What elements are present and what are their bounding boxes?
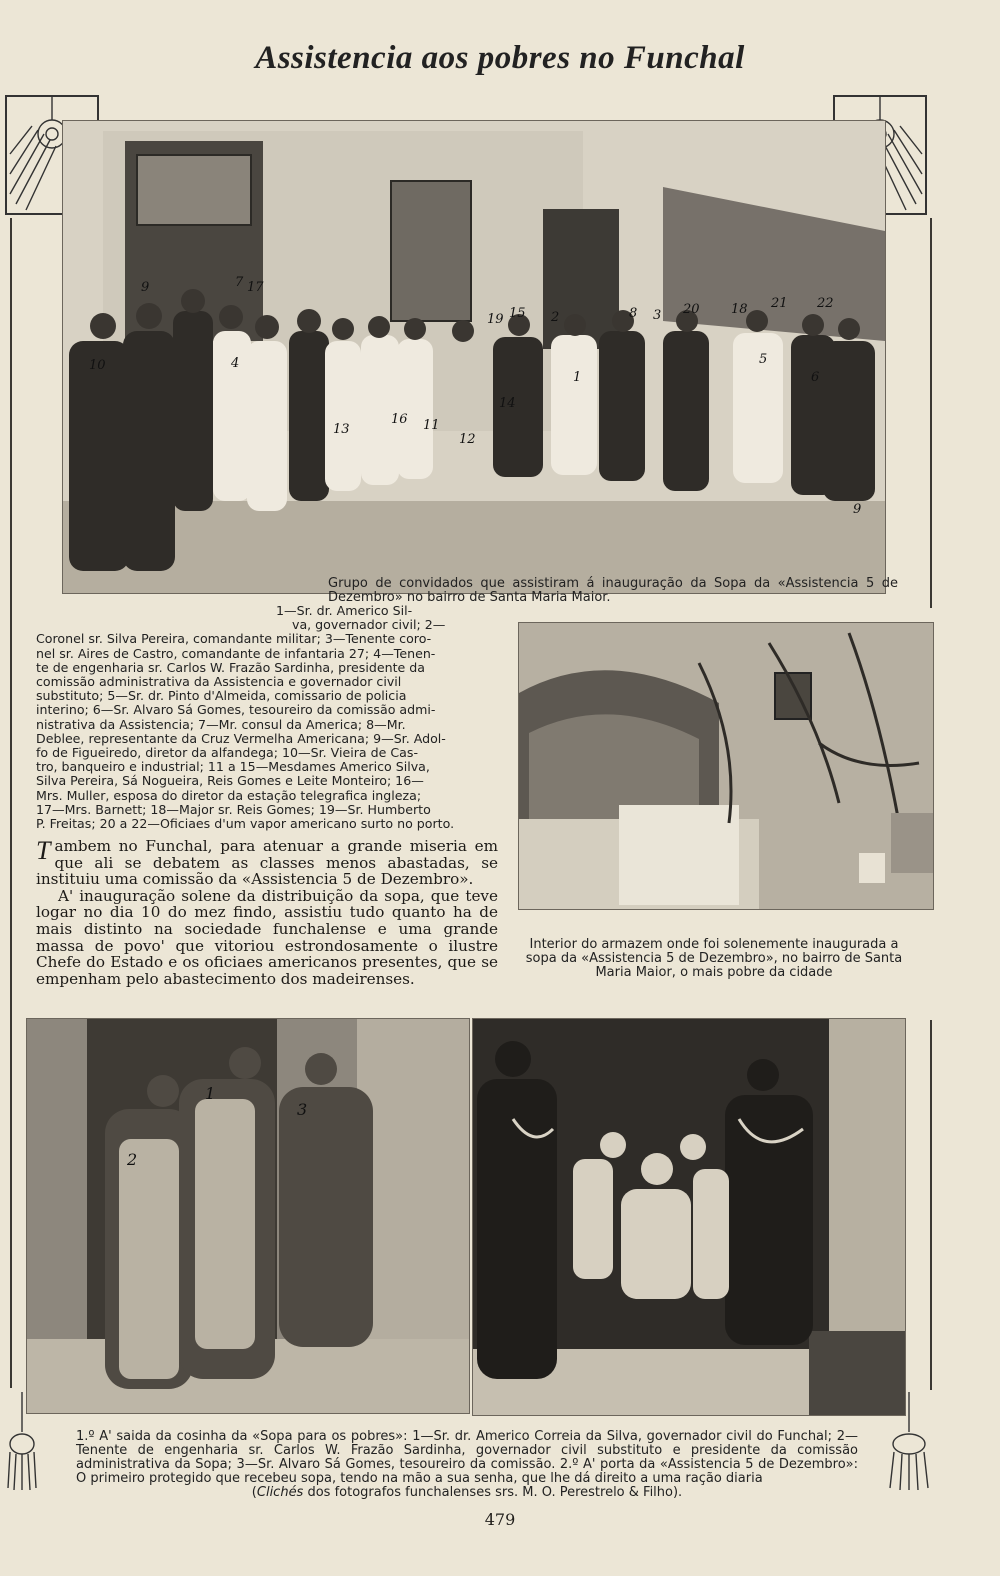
person-number-label: 4 bbox=[231, 356, 240, 371]
photo-group-scene bbox=[63, 121, 885, 593]
bottom-caption-text bbox=[76, 1430, 858, 1486]
photo-door-scene bbox=[473, 1019, 905, 1415]
right-border-line-top bbox=[930, 218, 932, 608]
photo-warehouse-interior bbox=[518, 622, 934, 910]
legend-line-15: 17—Mrs. Barnett; 18—Major sr. Reis Gomes; 19—Sr. Humberto bbox=[36, 801, 431, 817]
person-number-label: 22 bbox=[817, 296, 834, 311]
paragraph-1 bbox=[36, 838, 498, 888]
person-number-label: 21 bbox=[771, 296, 788, 311]
legend-line-11: fo de Figueiredo, diretor da alfandega; 10—Sr. Vieira de Cas- bbox=[36, 745, 419, 761]
person-number-label: 5 bbox=[759, 352, 768, 367]
bottom-caption bbox=[76, 1430, 858, 1500]
person-number-label: 2 bbox=[127, 1150, 138, 1169]
photo-credit: (Clichés dos fotografos funchalenses srs. M. O. Perestrelo & Filho). bbox=[251, 1485, 683, 1500]
legend-line-8: interino; 6—Sr. Alvaro Sá Gomes, tesoureiro da comissão admi- bbox=[36, 702, 436, 718]
bottom-caption-main: 1.º A' saida da cosinha da «Sopa para os pobres»: 1—Sr. dr. Americo Correia da Silva, governador civil do Funchal; 2—Tenente de engenharia sr. Carlos W. Frazão Sardinha, governador civil substituto e presidente da comissão administrativa da Sopa; 3—Sr. Alvaro Sá Gomes, tesoureiro da comissão. 2.º A' porta da «Assistencia 5 de Dezembro»: O primeiro protegido que recebeu sopa, tendo na mão a sua senha, que lhe dá direito a uma ração diaria bbox=[76, 1429, 858, 1486]
legend-line-10: Deblee, representante da Cruz Vermelha Americana; 9—Sr. Adol- bbox=[36, 730, 446, 746]
person-number-label: 3 bbox=[297, 1100, 308, 1119]
person-number-label: 8 bbox=[629, 306, 638, 321]
person-number-label: 18 bbox=[731, 302, 748, 317]
credit-italic: Clichés bbox=[256, 1485, 304, 1500]
article-body bbox=[36, 838, 498, 987]
person-number-label: 7 bbox=[235, 275, 244, 290]
person-number-label: 15 bbox=[509, 306, 526, 321]
person-number-label: 20 bbox=[683, 302, 700, 317]
legend-line-4: nel sr. Aires de Castro, comandante de infantaria 27; 4—Tenen- bbox=[36, 645, 436, 661]
legend-line-5: te de engenharia sr. Carlos W. Frazão Sardinha, presidente da bbox=[36, 659, 425, 675]
person-number-label: 11 bbox=[423, 418, 440, 433]
legend-line-7: substituto; 5—Sr. dr. Pinto d'Almeida, comissario de policia bbox=[36, 688, 407, 704]
person-number-label: 2 bbox=[551, 310, 560, 325]
person-number-label: 1 bbox=[205, 1084, 216, 1103]
legend-line-9: nistrativa da Assistencia; 7—Mr. consul da America; 8—Mr. bbox=[36, 716, 406, 732]
person-number-label: 14 bbox=[499, 396, 516, 411]
legend-line-1: 1—Sr. dr. Americo Sil- bbox=[276, 603, 413, 618]
paragraph-1-text: ambem no Funchal, para atenuar a grande miseria em que ali se debatem as classes menos abastadas, se instituiu uma comissão da «Assistencia 5 de Dezembro». bbox=[36, 837, 498, 889]
legend-line-3: Coronel sr. Silva Pereira, comandante militar; 3—Tenente coro- bbox=[36, 631, 432, 647]
person-number-label: 6 bbox=[811, 370, 820, 385]
person-number-label: 9 bbox=[853, 502, 862, 517]
page-title: Assistencia aos pobres no Funchal bbox=[255, 40, 745, 76]
person-number-label: 10 bbox=[89, 358, 106, 373]
top-photo-caption bbox=[328, 577, 898, 605]
legend-line-6: comissão administrativa da Assistencia e governador civil bbox=[36, 674, 402, 690]
legend-line-13: Silva Pereira, Sá Nogueira, Reis Gomes e Leite Monteiro; 16— bbox=[36, 773, 424, 789]
person-number-label: 16 bbox=[391, 412, 408, 427]
person-number-label: 9 bbox=[141, 280, 150, 295]
legend-line-14: Mrs. Muller, esposa do diretor da estação telegrafica ingleza; bbox=[36, 787, 422, 803]
photo-assistencia-door bbox=[472, 1018, 906, 1416]
left-border-line bbox=[10, 218, 12, 1388]
paragraph-2: A' inauguração solene da distribuição da sopa, que teve logar no dia 10 do mez findo, assistiu tudo quanto ha de mais distinto na sociedade funchalense e uma grande massa de povo' que vitoriou estrondosamente o ilustre Chefe do Estado e os oficiaes americanos presentes, que se empenham pelo abastecimento dos madeirenses. bbox=[36, 886, 498, 988]
top-photo-caption-text: Grupo de convidados que assistiram á inauguração da Sopa da «Assistencia 5 de Dezembro» no bairro de Santa Maria Maior. bbox=[328, 576, 898, 605]
top-photo-legend bbox=[36, 604, 502, 831]
person-number-label: 13 bbox=[333, 422, 350, 437]
photo-interior-scene bbox=[519, 623, 933, 909]
legend-line-16: P. Freitas; 20 a 22—Oficiaes d'um vapor americano surto no porto. bbox=[36, 816, 455, 832]
person-number-label: 17 bbox=[247, 280, 264, 295]
legend-line-12: tro, banqueiro e industrial; 11 a 15—Mesdames Americo Silva, bbox=[36, 759, 430, 775]
page-number: 479 bbox=[484, 1510, 516, 1529]
credit-text: dos fotografos funchalenses srs. M. O. Perestrelo & Filho). bbox=[303, 1485, 683, 1500]
photo-kitchen-exit bbox=[26, 1018, 470, 1414]
legend-line-2: va, governador civil; 2— bbox=[292, 617, 446, 633]
person-number-label: 3 bbox=[653, 308, 662, 323]
person-number-label: 12 bbox=[459, 432, 476, 447]
interior-photo-caption bbox=[512, 938, 916, 980]
person-number-label: 1 bbox=[573, 370, 582, 385]
photo-group-of-guests bbox=[62, 120, 886, 594]
person-number-label: 19 bbox=[487, 312, 504, 327]
interior-caption-text: Interior do armazem onde foi solenemente inaugurada a sopa da «Assistencia 5 de Dezembro», no bairro de Santa Maria Maior, o mais pobre da cidade bbox=[525, 937, 903, 980]
drop-cap: T bbox=[36, 836, 51, 865]
photo-kitchen-scene bbox=[27, 1019, 469, 1413]
right-border-line-bottom bbox=[930, 1020, 932, 1390]
